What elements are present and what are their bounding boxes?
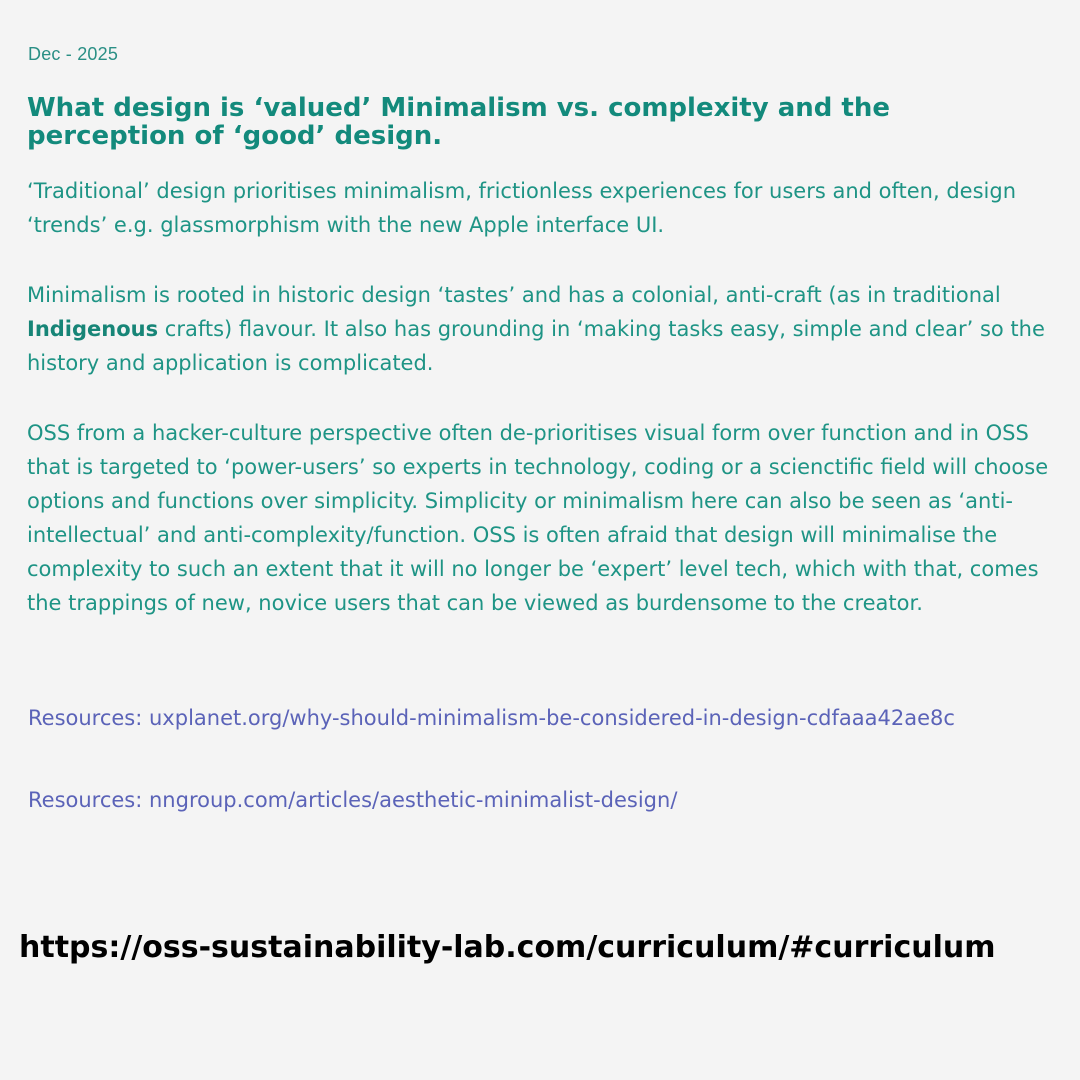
paragraph-text: Minimalism is rooted in historic design ‘tastes’ and has a colonial, anti-craft (as in traditional (27, 283, 1001, 307)
page-title: What design is ‘valued’ Minimalism vs. complexity and the perception of ‘good’ design. (27, 93, 890, 151)
paragraph-oss-perspective: OSS from a hacker-culture perspective often de-prioritises visual form over function and in OSS that is targeted to ‘power-users’ so experts in technology, coding or a scienctific field will choose options and functions over simplicity. Simplicity or minimalism here can also be seen as ‘anti-intellectual’ and anti-complexity/function. OSS is often afraid that design will minimalise the complexity to such an extent that it will no longer be ‘expert’ level tech, which with that, comes the trappings of new, novice users that can be viewed as burdensome to the creator. (27, 421, 1049, 615)
paragraph-minimalism-roots (27, 278, 1057, 380)
resource-link-uxplanet[interactable]: Resources: uxplanet.org/why-should-minimalism-be-considered-in-design-cdfaaa42ae8c (28, 706, 955, 730)
date-label: Dec - 2025 (28, 44, 119, 64)
paragraph-traditional-design: ‘Traditional’ design prioritises minimalism, frictionless experiences for users and often, design ‘trends’ e.g. glassmorphism with the new Apple interface UI. (27, 179, 1016, 237)
resource-link-nngroup[interactable]: Resources: nngroup.com/articles/aesthetic-minimalist-design/ (28, 788, 678, 812)
paragraph-text: crafts) flavour. It also has grounding in ‘making tasks easy, simple and clear’ so the history and application is complicated. (27, 317, 1045, 375)
emphasis-indigenous: Indigenous (27, 317, 159, 341)
footer-url[interactable]: https://oss-sustainability-lab.com/curriculum/#curriculum (19, 930, 996, 965)
